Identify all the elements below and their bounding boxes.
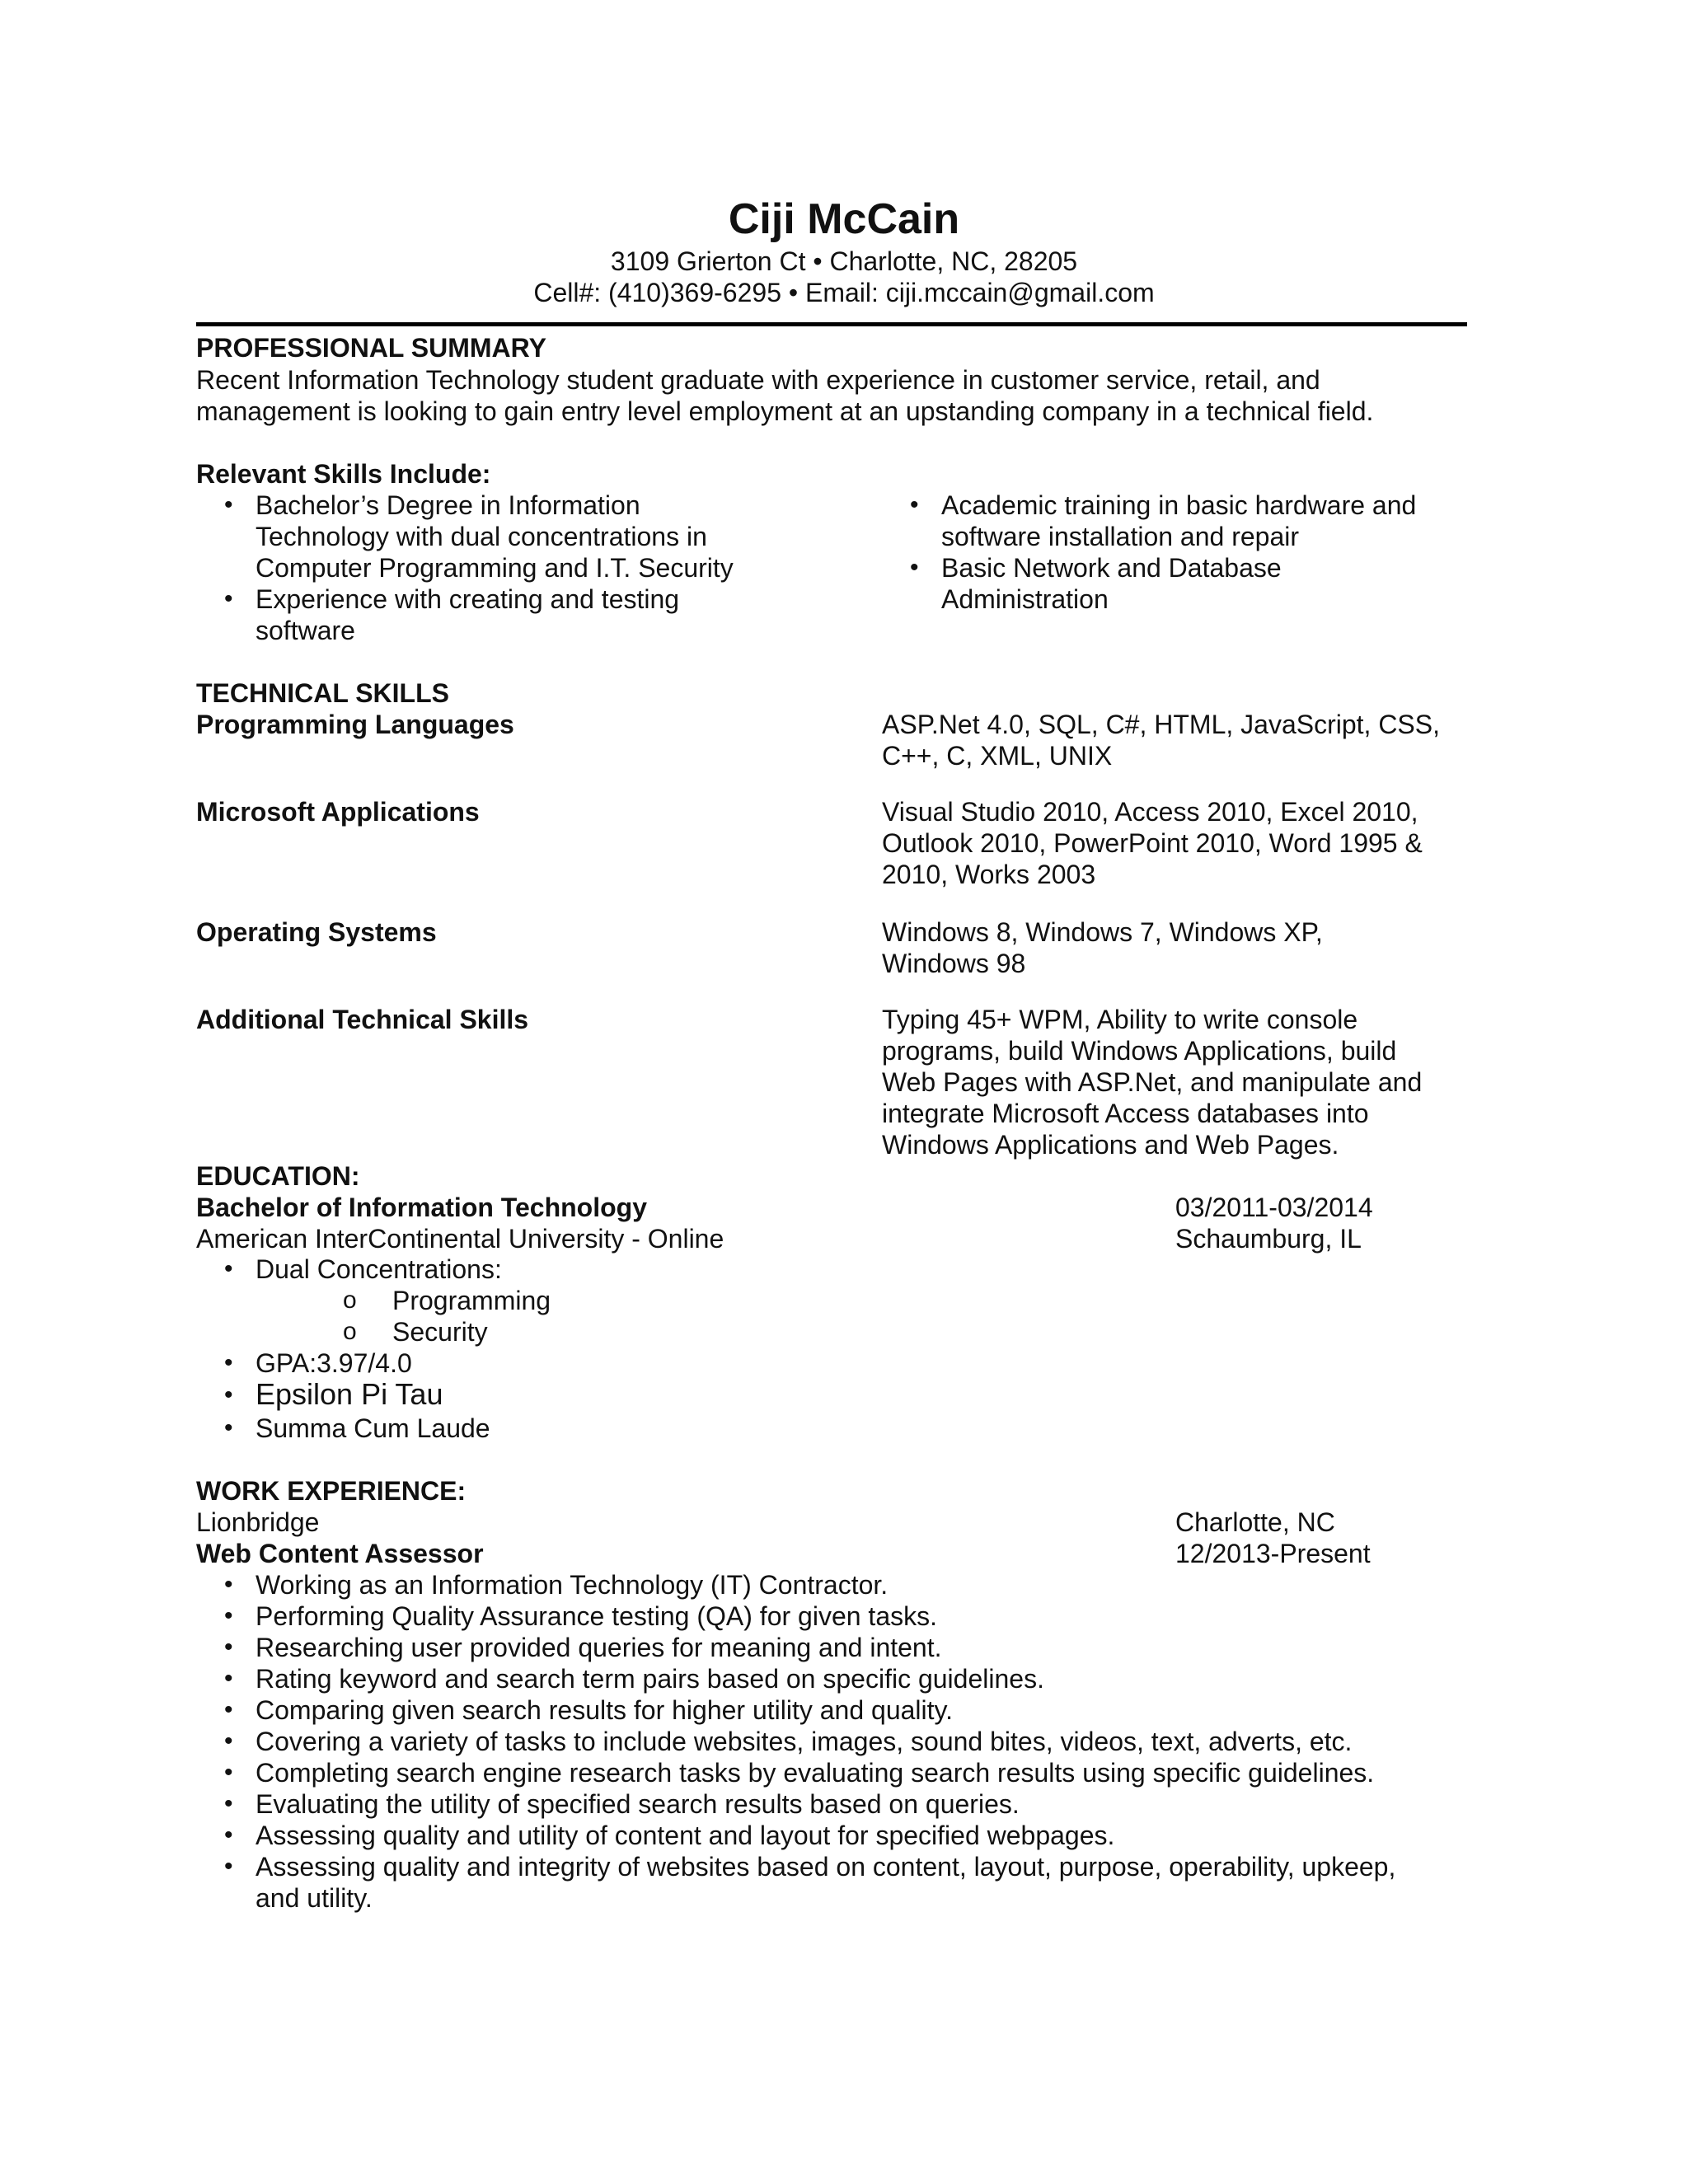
bullet-dot-icon: • — [224, 1790, 233, 1817]
bullet-dot-icon: • — [224, 1255, 233, 1282]
tech-additional-line-4: integrate Microsoft Access databases into — [882, 1099, 1369, 1128]
work-bullet-1: Working as an Information Technology (IT) Contractor. — [256, 1570, 889, 1600]
work-bullet-10: Assessing quality and integrity of websites based on content, layout, purpose, operability, upkeep, — [256, 1852, 1396, 1882]
education-school: American InterContinental University - Online — [196, 1224, 724, 1254]
tech-programming-line-2: C++, C, XML, UNIX — [882, 741, 1113, 771]
bullet-dot-icon: • — [224, 1665, 233, 1692]
work-title: Web Content Assessor — [196, 1539, 484, 1568]
relevant-right-2-line-2: Administration — [941, 584, 1109, 614]
tech-label-additional: Additional Technical Skills — [196, 1005, 529, 1034]
education-epsilon-pi-tau: Epsilon Pi Tau — [256, 1377, 443, 1411]
education-heading: EDUCATION: — [196, 1161, 360, 1191]
header-divider — [196, 322, 1467, 326]
tech-additional-line-5: Windows Applications and Web Pages. — [882, 1130, 1339, 1160]
education-degree: Bachelor of Information Technology — [196, 1193, 647, 1222]
education-concentration-2: Security — [392, 1317, 488, 1347]
bullet-dot-icon: • — [224, 1414, 233, 1441]
work-bullet-9: Assessing quality and utility of content and layout for specified webpages. — [256, 1821, 1115, 1850]
education-summa-cum-laude: Summa Cum Laude — [256, 1413, 490, 1443]
education-location: Schaumburg, IL — [1175, 1224, 1362, 1254]
sub-bullet-circle-icon: o — [343, 1286, 357, 1314]
work-bullet-3: Researching user provided queries for meaning and intent. — [256, 1633, 942, 1662]
bullet-dot-icon: • — [224, 1602, 233, 1629]
bullet-dot-icon: • — [910, 554, 919, 581]
tech-programming-line-1: ASP.Net 4.0, SQL, C#, HTML, JavaScript, CSS, — [882, 710, 1440, 739]
work-bullet-5: Comparing given search results for higher utility and quality. — [256, 1695, 954, 1725]
work-bullet-10-continued: and utility. — [256, 1883, 373, 1913]
work-experience-heading: WORK EXPERIENCE: — [196, 1476, 467, 1506]
relevant-skills-heading: Relevant Skills Include: — [196, 459, 491, 489]
tech-microsoft-line-3: 2010, Works 2003 — [882, 860, 1096, 889]
tech-microsoft-line-2: Outlook 2010, PowerPoint 2010, Word 1995 & — [882, 828, 1423, 858]
bullet-dot-icon: • — [224, 1821, 233, 1849]
bullet-dot-icon: • — [224, 1571, 233, 1598]
relevant-right-1-line-2: software installation and repair — [941, 522, 1300, 551]
tech-label-programming: Programming Languages — [196, 710, 514, 739]
relevant-left-1-line-3: Computer Programming and I.T. Security — [256, 553, 734, 583]
work-location: Charlotte, NC — [1175, 1507, 1335, 1537]
relevant-left-2-line-1: Experience with creating and testing — [256, 584, 680, 614]
education-dates: 03/2011-03/2014 — [1175, 1193, 1373, 1222]
bullet-dot-icon: • — [224, 1759, 233, 1786]
work-bullet-7: Completing search engine research tasks by evaluating search results using specific guidelines. — [256, 1758, 1375, 1788]
education-dual-concentrations: Dual Concentrations: — [256, 1254, 502, 1284]
tech-label-microsoft: Microsoft Applications — [196, 797, 480, 827]
address-line: 3109 Grierton Ct • Charlotte, NC, 28205 — [610, 246, 1078, 276]
tech-additional-line-2: programs, build Windows Applications, build — [882, 1036, 1397, 1066]
work-bullet-2: Performing Quality Assurance testing (QA) for given tasks. — [256, 1601, 937, 1631]
work-bullet-8: Evaluating the utility of specified search results based on queries. — [256, 1789, 1020, 1819]
tech-additional-line-1: Typing 45+ WPM, Ability to write console — [882, 1005, 1358, 1034]
bullet-dot-icon: • — [224, 585, 233, 612]
technical-skills-heading: TECHNICAL SKILLS — [196, 678, 449, 708]
tech-os-line-1: Windows 8, Windows 7, Windows XP, — [882, 917, 1323, 947]
tech-os-line-2: Windows 98 — [882, 949, 1026, 978]
relevant-right-1-line-1: Academic training in basic hardware and — [941, 490, 1417, 520]
bullet-dot-icon: • — [224, 1349, 233, 1376]
tech-microsoft-line-1: Visual Studio 2010, Access 2010, Excel 2010, — [882, 797, 1418, 827]
bullet-dot-icon: • — [224, 1633, 233, 1661]
bullet-dot-icon: • — [224, 1696, 233, 1723]
summary-heading: PROFESSIONAL SUMMARY — [196, 333, 546, 363]
bullet-dot-icon: • — [224, 1853, 233, 1880]
summary-line-1: Recent Information Technology student graduate with experience in customer service, retail, and — [196, 365, 1320, 395]
tech-additional-line-3: Web Pages with ASP.Net, and manipulate and — [882, 1067, 1423, 1097]
summary-line-2: management is looking to gain entry level employment at an upstanding company in a technical field. — [196, 396, 1374, 426]
relevant-left-1-line-2: Technology with dual concentrations in — [256, 522, 707, 551]
work-bullet-4: Rating keyword and search term pairs based on specific guidelines. — [256, 1664, 1044, 1694]
work-bullet-6: Covering a variety of tasks to include websites, images, sound bites, videos, text, adverts, etc. — [256, 1727, 1353, 1756]
relevant-left-1-line-1: Bachelor’s Degree in Information — [256, 490, 640, 520]
education-concentration-1: Programming — [392, 1286, 551, 1315]
work-company: Lionbridge — [196, 1507, 320, 1537]
bullet-dot-icon: • — [224, 1727, 233, 1755]
bullet-dot-icon: • — [910, 491, 919, 518]
relevant-right-2-line-1: Basic Network and Database — [941, 553, 1282, 583]
tech-label-os: Operating Systems — [196, 917, 437, 947]
contact-line: Cell#: (410)369-6295 • Email: ciji.mccain@gmail.com — [533, 278, 1155, 307]
sub-bullet-circle-icon: o — [343, 1318, 357, 1345]
bullet-dot-icon: • — [224, 1381, 233, 1408]
relevant-left-2-line-2: software — [256, 616, 355, 645]
work-dates: 12/2013-Present — [1175, 1539, 1371, 1568]
bullet-dot-icon: • — [224, 491, 233, 518]
education-gpa: GPA:3.97/4.0 — [256, 1348, 412, 1378]
candidate-name: Ciji McCain — [728, 195, 960, 243]
